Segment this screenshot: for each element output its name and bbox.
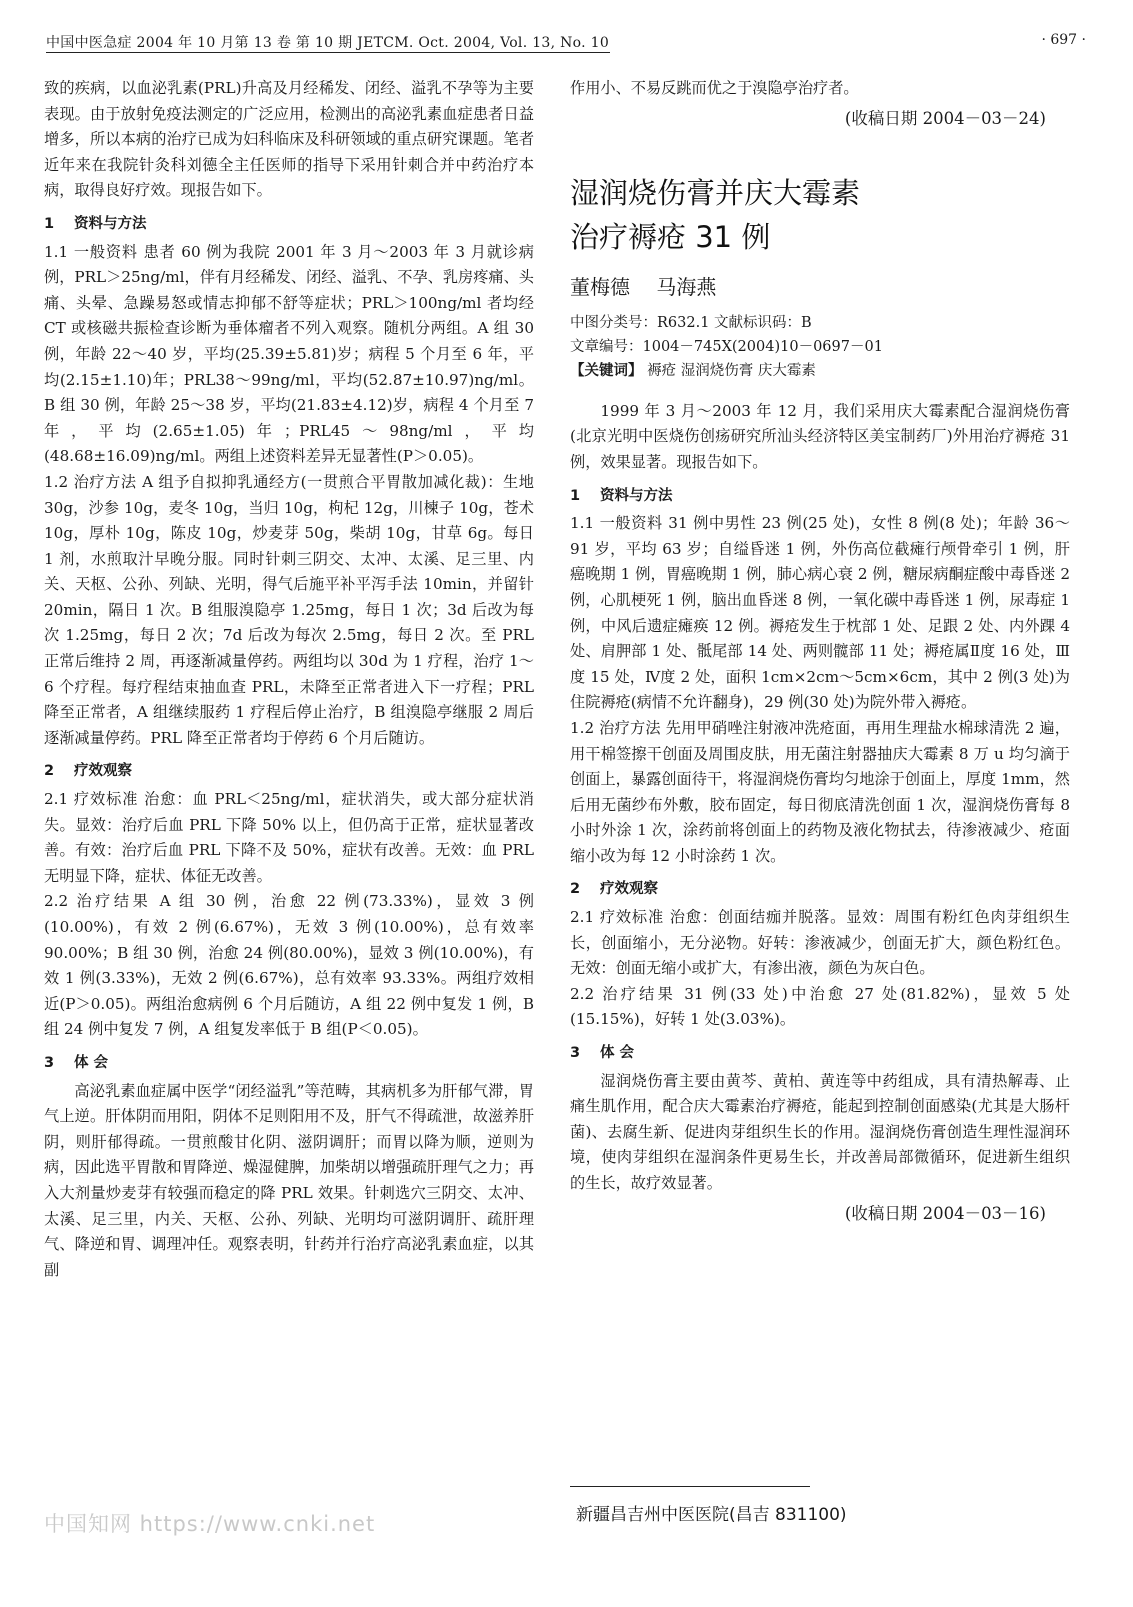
article-intro: 1999 年 3 月～2003 年 12 月，我们采用庆大霉素配合湿润烧伤膏(北京光明中医烧伤创疡研究所汕头经济特区美宝制药厂)外用治疗褥疮 31 例，效果显著。现报告如下。: [570, 401, 1070, 471]
paragraph-2-2: 2.2 治疗结果 31 例(33 处)中治愈 27 处(81.82%)，显效 5 处(15.15%)，好转 1 处(3.03%)。: [570, 984, 1070, 1029]
cnki-watermark: 中国知网 https://www.cnki.net: [44, 1512, 376, 1536]
running-header: [46, 28, 1086, 54]
section-heading-3: 3 体 会: [44, 1054, 109, 1071]
prev-article-continuation: 作用小、不易反跳而优之于溴隐亭治疗者。: [570, 79, 859, 97]
left-column: [44, 76, 534, 1283]
paragraph-3: 高泌乳素血症属中医学“闭经溢乳”等范畴，其病机多为肝郁气滞，胃气上逆。肝体阴而用阳，阴体不足则阳用不及，肝气不得疏泄，故滋养肝阴，则肝郁得疏。一贯煎酸甘化阴、滋阴调肝；而胃以降为顺，逆则为病，因此选平胃散和胃降逆、燥湿健脾，加柴胡以增强疏肝理气之力；再入大剂量炒麦芽有较强而稳定的降 PRL 效果。针刺选穴三阴交、太冲、太溪、足三里，内关、天枢、公孙、列缺、光明均可滋阴调肝、疏肝理气、降逆和胃、调理冲任。观察表明，针药并行治疗高泌乳素血症，以其副: [44, 1081, 534, 1279]
paragraph-3: 湿润烧伤膏主要由黄芩、黄柏、黄连等中药组成，具有清热解毒、止痛生肌作用，配合庆大霉素治疗褥疮，能起到控制创面感染(尤其是大肠杆菌)、去腐生新、促进肉芽组织生长的作用。湿润烧伤膏创造生理性湿润环境，使肉芽组织在湿润条件更易生长，并改善局部微循环，促进新生组织的生长，故疗效显著。: [570, 1071, 1070, 1192]
right-column: [570, 76, 1070, 1226]
received-date-1: (收稿日期 2004－03－24): [844, 108, 1046, 128]
paragraph-1-1: 1.1 一般资料 患者 60 例为我院 2001 年 3 月～2003 年 3 月就诊病例，PRL＞25ng/ml，伴有月经稀发、闭经、溢乳、不孕、乳房疼痛、头痛、头晕、急躁易怒或情志抑郁不舒等症状；PRL＞100ng/ml 者均经 CT 或核磁共振检查诊断为垂体瘤者不列入观察。随机分两组。A 组 30 例，年龄 22～40 岁，平均(25.39±5.81)岁；病程 5 个月至 6 年，平均(2.15±1.10)年；PRL38～99ng/ml，平均(52.87±10.97)ng/ml。B 组 30 例，年龄 25～38 岁，平均(21.83±4.12)岁，病程 4 个月至 7 年，平均(2.65±1.05)年；PRL45～98ng/ml，平均(48.68±16.09)ng/ml。两组上述资料差异无显著性(P＞0.05)。: [44, 242, 534, 466]
paragraph-2-1: 2.1 疗效标准 治愈：创面结痂并脱落。显效：周围有粉红色肉芽组织生长，创面缩小，无分泌物。好转：渗液减少，创面无扩大，颜色粉红色。无效：创面无缩小或扩大，有渗出液，颜色为灰白色。: [570, 908, 1070, 978]
classification-number: 中图分类号：R632.1 文献标识码：B: [570, 314, 812, 331]
footnote-rule: [570, 1486, 810, 1487]
article-authors: 董梅德 马海燕: [570, 275, 717, 300]
paragraph-1-2: 1.2 治疗方法 先用甲硝唑注射液冲洗疮面，再用生理盐水棉球清洗 2 遍，用干棉签擦干创面及周围皮肤，用无菌注射器抽庆大霉素 8 万 u 均匀滴于创面上，暴露创面待干，将湿润烧伤膏均匀地涂于创面上，厚度 1mm，然后用无菌纱布外敷，胶布固定，每日彻底清洗创面 1 次，湿润烧伤膏每 8 小时外涂 1 次，涂药前将创面上的药物及液化物拭去，待渗液减少、疮面缩小改为每 12 小时涂药 1 次。: [570, 718, 1070, 865]
paragraph-2-1: 2.1 疗效标准 治愈：血 PRL＜25ng/ml，症状消失，或大部分症状消失。显效：治疗后血 PRL 下降 50% 以上，但仍高于正常，症状显著改善。有效：治疗后血 PRL 下降不及 50%，症状有改善。无效：血 PRL 无明显下降，症状、体征无改善。: [44, 790, 534, 885]
section-heading-2: 2 疗效观察: [44, 763, 132, 780]
header-rule: [46, 52, 610, 53]
section-heading-3: 3 体 会: [570, 1045, 635, 1062]
section-heading-2: 2 疗效观察: [570, 881, 658, 898]
article-title: 湿润烧伤膏并庆大霉素 治疗褥疮 31 例: [570, 176, 861, 255]
article-number: 文章编号：1004－745X(2004)10－0697－01: [570, 338, 883, 355]
article-intro-continuation: 致的疾病，以血泌乳素(PRL)升高及月经稀发、闭经、溢乳不孕等为主要表现。由于放射免疫法测定的广泛应用，检测出的高泌乳素血症患者日益增多，所以本病的治疗已成为妇科临床及科研领域的重点研究课题。笔者近年来在我院针灸科刘德全主任医师的指导下采用针刺合并中药治疗本病，取得良好疗效。现报告如下。: [44, 79, 534, 200]
paragraph-1-2: 1.2 治疗方法 A 组予自拟抑乳通经方(一贯煎合平胃散加减化裁)：生地 30g，沙参 10g，麦冬 10g，当归 10g，枸杞 12g，川楝子 10g，苍术 10g，厚朴 10g，陈皮 10g，炒麦芽 50g，柴胡 10g，甘草 6g。每日 1 剂，水煎取汁早晚分服。同时针刺三阴交、太冲、太溪、足三里、内关、天枢、公孙、列缺、光明，得气后施平补平泻手法 10min，并留针 20min，隔日 1 次。B 组服溴隐亭 1.25mg，每日 1 次；3d 后改为每次 1.25mg，每日 2 次；7d 后改为每次 2.5mg，每日 2 次。至 PRL 正常后维持 2 周，再逐渐减量停药。两组均以 30d 为 1 疗程，治疗 1～6 个疗程。每疗程结束抽血查 PRL，未降至正常者进入下一疗程；PRL 降至正常者，A 组继续服药 1 疗程后停止治疗，B 组溴隐亭继服 2 周后逐渐减量停药。PRL 降至正常者均于停药 6 个月后随访。: [44, 472, 534, 747]
keywords: 【关键词】 褥疮 湿润烧伤膏 庆大霉素: [570, 362, 816, 379]
section-heading-1: 1 资料与方法: [570, 487, 673, 504]
paragraph-1-1: 1.1 一般资料 31 例中男性 23 例(25 处)，女性 8 例(8 处)；年龄 36～91 岁，平均 63 岁；自缢昏迷 1 例，外伤高位截瘫行颅骨牵引 1 例，肝癌晚期 1 例，胃癌晚期 1 例，肺心病心衰 2 例，糖尿病酮症酸中毒昏迷 2 例，心肌梗死 1 例，脑出血昏迷 8 例，一氧化碳中毒昏迷 1 例，尿毒症 1 例，中风后遗症瘫痪 12 例。褥疮发生于枕部 1 处、足跟 2 处、内外踝 4 处、肩胛部 1 处、骶尾部 14 处、两则髋部 11 处；褥疮属Ⅱ度 16 处，Ⅲ度 15 处，Ⅳ度 2 处，面积 1cm×2cm～5cm×6cm，其中 2 例(3 处)为住院褥疮(病情不允许翻身)，29 例(30 处)为院外带入褥疮。: [570, 514, 1070, 712]
author-affiliation: 新疆昌吉州中医医院(昌吉 831100): [576, 1505, 847, 1525]
received-date-2: (收稿日期 2004－03－16): [844, 1203, 1046, 1223]
section-heading-1: 1 资料与方法: [44, 215, 147, 232]
page-number: · 697 ·: [1041, 32, 1086, 48]
paragraph-2-2: 2.2 治疗结果 A 组 30 例，治愈 22 例(73.33%)，显效 3 例(10.00%)，有效 2 例(6.67%)，无效 3 例(10.00%)，总有效率 90.00%；B 组 30 例，治愈 24 例(80.00%)，显效 3 例(10.00%)，有效 1 例(3.33%)，无效 2 例(6.67%)，总有效率 93.33%。两组疗效相近(P＞0.05)。两组治愈病例 6 个月后随访，A 组 22 例中复发 1 例，B 组 24 例中复发 7 例，A 组复发率低于 B 组(P＜0.05)。: [44, 892, 534, 1039]
journal-info: 中国中医急症 2004 年 10 月第 13 卷 第 10 期 JETCM. Oct. 2004, Vol. 13, No. 10: [46, 35, 610, 51]
